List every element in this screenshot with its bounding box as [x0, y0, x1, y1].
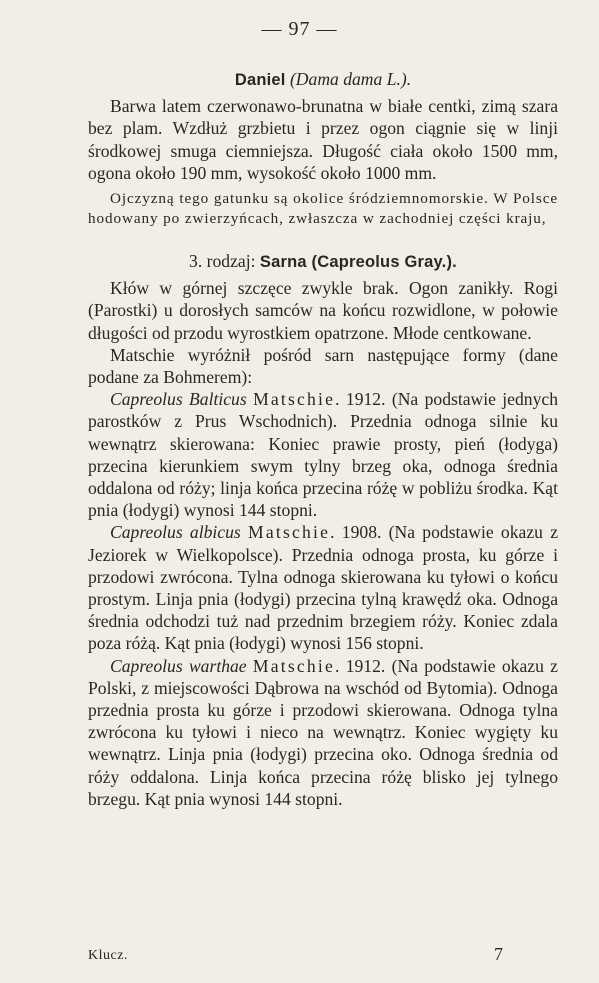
form-text: . 1912. (Na podstawie jednych parostków z Prus Wschodnich). Przednia odnoga silnie ku wewnątrz skierowana: Koniec prawie prosty, pień (łodyga) przecina kierunkiem swym tylny brzeg oka, odnoga średnia oddalona od róży; linja końca przecina różę w pobliżu środka. Kąt pnia (łodygi) wynosi 144 stopni.	[88, 389, 558, 521]
range-paragraph: Ojczyzną tego gatunku są okolice śródziemnomorskie. W Polsce hodowany po zwierzyńcach, zwłaszcza w zachodniej części kraju,	[88, 190, 558, 227]
form-entry-balticus	[88, 388, 558, 521]
form-author: Matschie	[252, 655, 336, 676]
species-heading	[88, 68, 558, 91]
signature-mark: Klucz.	[88, 948, 128, 963]
form-text: . 1912. (Na podstawie okazu z Polski, z miejscowości Dąbrowa na wschód od Bytomia). Odnoga przednia prosta ku górze i przodowi skierowana. Odnoga tylna zwrócona ku tyłowi i nieco na wewnątrz. Koniec wygięty ku wewnątrz. Linja pnia (łodygi) przecina oko. Odnoga średnia od róży oddalona. Linja końca przecina różę blisko jej tylnego brzegu. Kąt pnia wynosi 144 stopni.	[88, 655, 558, 809]
sheet-number: 7	[494, 944, 504, 964]
form-name: Capreolus albicus	[110, 522, 241, 543]
form-name: Capreolus Balticus	[110, 389, 247, 410]
form-text: . 1908. (Na podstawie okazu z Jeziorek w Wielkopolsce). Przednia odnoga prosta, ku górze i przodowi zwrócona. Tylna odnoga skierowana ku tyłowi o końcu prostym. Linja pnia (łodygi) przecina tylną krawędź oka. Odnoga średnia odchodzi tuż nad przednim brzegiem róży. Koniec zdala poza różą. Kąt pnia (łodygi) wynosi 156 stopni.	[88, 522, 558, 654]
form-name: Capreolus warthae	[110, 655, 247, 676]
genus-description: Kłów w górnej szczęce zwykle brak. Ogon zanikły. Rogi (Parostki) u dorosłych samców na końcu rozwidlone, w połowie długości od przodu wyrostkiem opatrzone. Młode centkowane.	[88, 278, 558, 343]
species-latin: (Dama dama L.).	[289, 69, 412, 89]
genus-heading	[88, 250, 558, 273]
forms-intro: Matschie wyróżnił pośród sarn następujące formy (dane podane za Bohmerem):	[88, 344, 558, 388]
page-number: — 97 —	[261, 18, 338, 40]
form-entry-albicus	[88, 521, 558, 654]
form-entry-warthae	[88, 655, 558, 810]
form-author: Matschie	[248, 522, 331, 543]
description-paragraph: Barwa latem czerwonawo-brunatna w białe centki, zimą szara bez plam. Wzdłuż grzbietu i przez ogon ciągnie się w linji środkowej smuga ciemniejsza. Długość ciała około 1500 mm, ogona około 190 mm, wysokość około 1000 mm.	[88, 96, 558, 183]
species-name: Daniel	[234, 71, 286, 89]
genus-name: Sarna (Capreolus Gray.).	[259, 253, 457, 272]
page-body	[88, 68, 558, 810]
form-author: Matschie	[253, 389, 336, 410]
genus-prefix: 3. rodzaj:	[189, 251, 256, 272]
